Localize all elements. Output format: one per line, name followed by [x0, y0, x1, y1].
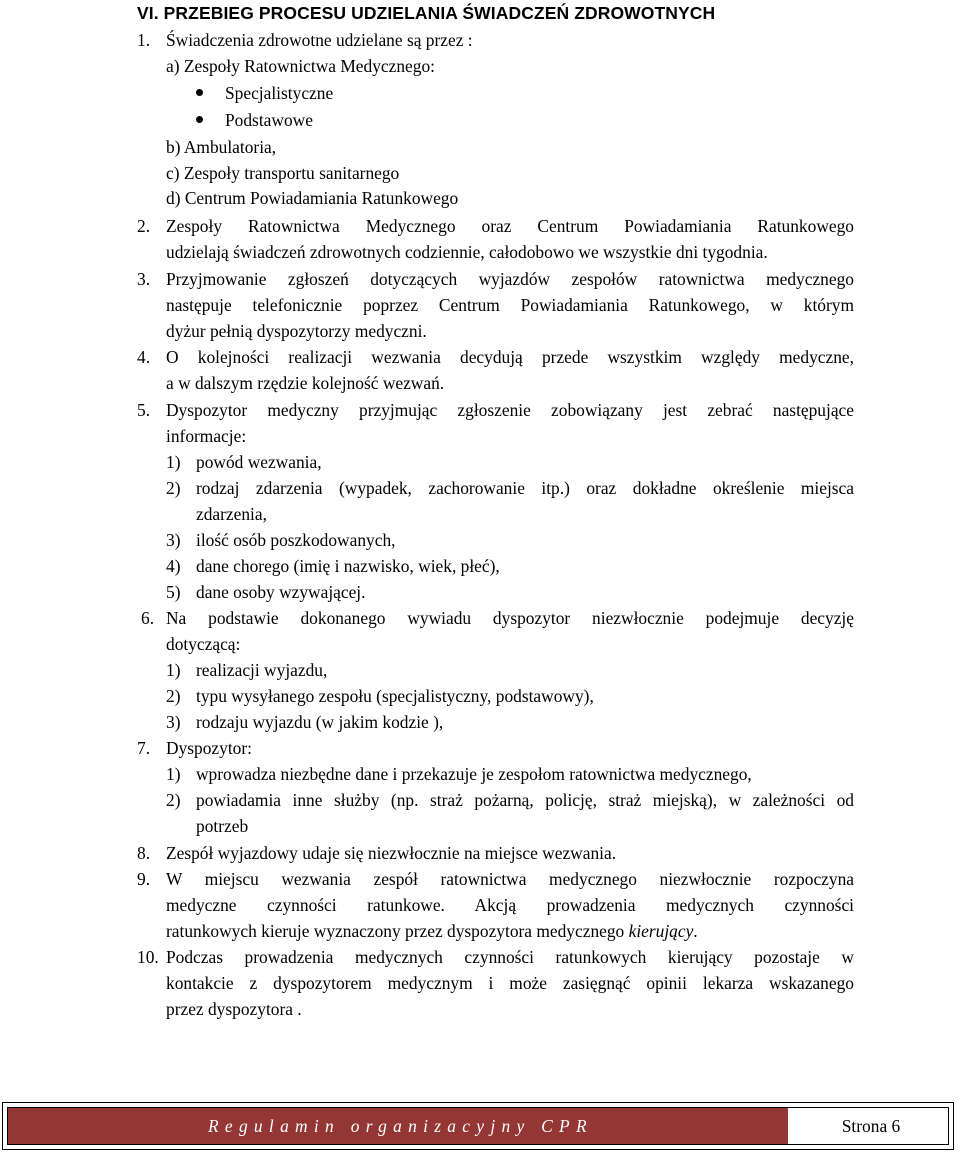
point-2-line-2: udzielają świadczeń zdrowotnych codziennie, całodobowo we wszystkie dni tygodnia.: [166, 242, 768, 262]
footer-box: [7, 1107, 949, 1145]
point-8-number: 8.: [137, 843, 151, 863]
list-item-continuation: zdarzenia,: [196, 504, 267, 524]
list-item-number: 3): [166, 712, 181, 732]
list-item-continuation: potrzeb: [196, 816, 249, 836]
list-item-number: 2): [166, 686, 181, 706]
point-4-line-1: O kolejności realizacji wezwania decydują przede wszystkim względy medyczne,: [166, 347, 854, 367]
list-item-number: 3): [166, 530, 181, 550]
point-9-line-2: medyczne czynności ratunkowe. Akcją prowadzenia medycznych czynności: [166, 895, 854, 915]
point-3-number: 3.: [137, 269, 151, 289]
list-item: wprowadza niezbędne dane i przekazuje je zespołom ratownictwa medycznego,: [196, 764, 752, 784]
point-1a-text: a) Zespoły Ratownictwa Medycznego:: [166, 56, 435, 76]
list-item: realizacji wyjazdu,: [196, 660, 328, 680]
point-3-line-2: następuje telefonicznie poprzez Centrum Powiadamiania Ratunkowego, w którym: [166, 295, 854, 315]
list-item-number: 5): [166, 582, 181, 602]
page-number: Strona 6: [788, 1108, 948, 1144]
point-9-line-3-end: .: [693, 921, 698, 941]
point-2-line-1: Zespoły Ratownictwa Medycznego oraz Centrum Powiadamiania Ratunkowego: [166, 216, 854, 236]
point-9-italic-word: kierujący: [628, 921, 694, 941]
list-item: typu wysyłanego zespołu (specjalistyczny, podstawowy),: [196, 686, 594, 706]
section-title: VI. PRZEBIEG PROCESU UDZIELANIA ŚWIADCZEŃ ZDROWOTNYCH: [137, 3, 716, 23]
list-item: rodzaj zdarzenia (wypadek, zachorowanie itp.) oraz dokładne określenie miejsca: [196, 478, 854, 498]
point-4-number: 4.: [137, 347, 151, 367]
point-1-text: Świadczenia zdrowotne udzielane są przez :: [166, 30, 473, 50]
point-9-line-1: W miejscu wezwania zespół ratownictwa medycznego niezwłocznie rozpoczyna: [166, 869, 854, 889]
list-item: dane chorego (imię i nazwisko, wiek, płeć),: [196, 556, 500, 576]
bullet-icon: [196, 89, 203, 96]
point-1b-text: b) Ambulatoria,: [166, 137, 277, 157]
point-10-number: 10.: [137, 947, 159, 967]
point-5-line-2: informacje:: [166, 426, 247, 446]
point-4-line-2: a w dalszym rzędzie kolejność wezwań.: [166, 373, 445, 393]
point-9-line-3-text: ratunkowych kieruje wyznaczony przez dyspozytora medycznego: [166, 921, 629, 941]
point-3-line-3: dyżur pełnią dyspozytorzy medyczni.: [166, 321, 427, 341]
list-item: powiadamia inne służby (np. straż pożarną, policję, straż miejską), w zależności od: [196, 790, 854, 810]
point-7-number: 7.: [137, 738, 151, 758]
point-5-line-1: Dyspozytor medyczny przyjmując zgłoszenie zobowiązany jest zebrać następujące: [166, 400, 854, 420]
point-6-line-1: Na podstawie dokonanego wywiadu dyspozytor niezwłocznie podejmuje decyzję: [166, 608, 854, 628]
page-footer: [2, 1102, 954, 1150]
point-5-number: 5.: [137, 400, 151, 420]
bullet-icon: [196, 116, 203, 123]
point-2-number: 2.: [137, 216, 151, 236]
point-1d-text: d) Centrum Powiadamiania Ratunkowego: [166, 188, 459, 208]
point-8-text: Zespół wyjazdowy udaje się niezwłocznie na miejsce wezwania.: [166, 843, 617, 863]
point-3-line-1: Przyjmowanie zgłoszeń dotyczących wyjazdów zespołów ratownictwa medycznego: [166, 269, 854, 289]
point-6-line-2: dotyczącą:: [166, 634, 241, 654]
point-9-number: 9.: [137, 869, 151, 889]
list-item-number: 2): [166, 790, 181, 810]
bullet-item-specjalistyczne: Specjalistyczne: [225, 83, 334, 103]
bullet-item-podstawowe: Podstawowe: [225, 110, 313, 130]
list-item-number: 1): [166, 660, 181, 680]
list-item-number: 1): [166, 764, 181, 784]
point-1c-text: c) Zespoły transportu sanitarnego: [166, 163, 400, 183]
footer-title: Regulamin organizacyjny CPR: [8, 1108, 788, 1144]
list-item: dane osoby wzywającej.: [196, 582, 366, 602]
list-item-number: 2): [166, 478, 181, 498]
list-item: rodzaju wyjazdu (w jakim kodzie ),: [196, 712, 444, 732]
list-item-number: 4): [166, 556, 181, 576]
point-6-number: 6.: [141, 608, 155, 628]
point-1-number: 1.: [137, 30, 151, 50]
list-item: ilość osób poszkodowanych,: [196, 530, 396, 550]
point-7-text: Dyspozytor:: [166, 738, 252, 758]
point-10-line-3: przez dyspozytora .: [166, 999, 302, 1019]
list-item: powód wezwania,: [196, 452, 322, 472]
point-10-line-2: kontakcie z dyspozytorem medycznym i może zasięgnąć opinii lekarza wskazanego: [166, 973, 854, 993]
point-9-line-3: [166, 920, 698, 942]
point-10-line-1: Podczas prowadzenia medycznych czynności ratunkowych kierujący pozostaje w: [166, 947, 854, 967]
list-item-number: 1): [166, 452, 181, 472]
